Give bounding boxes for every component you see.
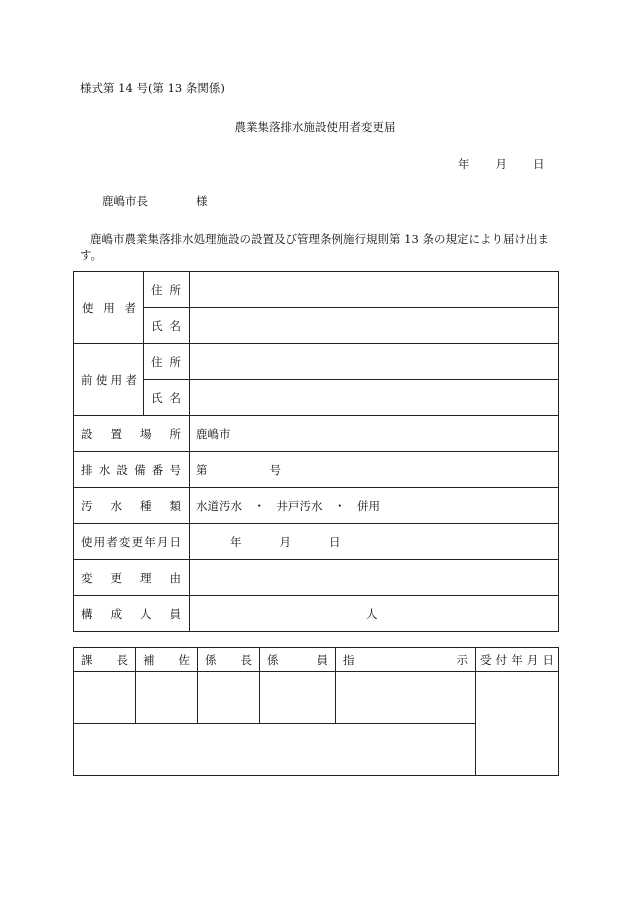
user-address-field[interactable] bbox=[190, 272, 559, 308]
addressee: 鹿嶋市長 bbox=[102, 194, 148, 208]
assistant-header: 補 佐 bbox=[136, 648, 198, 672]
reason-field[interactable] bbox=[190, 560, 559, 596]
change-year-label: 年 bbox=[230, 534, 242, 549]
equipment-number-row bbox=[74, 452, 559, 488]
change-date-field[interactable] bbox=[190, 524, 559, 560]
received-date-header: 受 付 年 月 日 bbox=[476, 648, 559, 672]
main-form-table bbox=[73, 271, 559, 632]
instruction-box[interactable] bbox=[336, 672, 476, 724]
change-day-label: 日 bbox=[329, 534, 341, 549]
assistant-seal-box[interactable] bbox=[136, 672, 198, 724]
user-address-label: 住 所 bbox=[144, 272, 190, 308]
members-label: 構 成 人 員 bbox=[74, 596, 190, 632]
approval-notes-box[interactable] bbox=[74, 724, 476, 776]
form-number: 様式第 14 号(第 13 条関係) bbox=[80, 81, 225, 95]
subsection-chief-seal-box[interactable] bbox=[198, 672, 260, 724]
location-field[interactable]: 鹿嶋市 bbox=[190, 416, 559, 452]
date-year-label: 年 bbox=[458, 157, 470, 171]
user-address-row bbox=[74, 272, 559, 308]
date-day-label: 日 bbox=[533, 157, 545, 171]
user-label-cell: 使 用 者 bbox=[74, 272, 144, 344]
approval-header-row bbox=[74, 648, 559, 672]
approval-seal-row bbox=[74, 672, 559, 724]
section-chief-seal-box[interactable] bbox=[74, 672, 136, 724]
members-field[interactable] bbox=[190, 596, 559, 632]
reason-label: 変 更 理 由 bbox=[74, 560, 190, 596]
date-line bbox=[458, 156, 545, 172]
section-chief-header: 課 長 bbox=[74, 648, 136, 672]
date-month-label: 月 bbox=[495, 157, 507, 171]
statement-line-1: 鹿嶋市農業集落排水処理施設の設置及び管理条例施行規則第 13 条の規定により届け出ま bbox=[90, 232, 549, 246]
instruction-header: 指 示 bbox=[336, 648, 476, 672]
honorific: 様 bbox=[196, 194, 208, 208]
received-date-box[interactable] bbox=[476, 672, 559, 776]
prev-user-name-field[interactable] bbox=[190, 380, 559, 416]
prev-user-name-row bbox=[74, 380, 559, 416]
change-date-row bbox=[74, 524, 559, 560]
reason-row bbox=[74, 560, 559, 596]
prev-user-name-label: 氏 名 bbox=[144, 380, 190, 416]
members-unit: 人 bbox=[366, 606, 378, 621]
members-row bbox=[74, 596, 559, 632]
approval-table bbox=[73, 647, 559, 776]
user-name-row bbox=[74, 308, 559, 344]
equipment-suffix: 号 bbox=[269, 462, 281, 477]
change-date-label: 使 用 者 変 更 年 月 日 bbox=[74, 524, 190, 560]
prev-user-label-cell: 前 使 用 者 bbox=[74, 344, 144, 416]
user-name-label: 氏 名 bbox=[144, 308, 190, 344]
sewage-type-options[interactable]: 水道汚水 ・ 井戸汚水 ・ 併用 bbox=[190, 488, 559, 524]
prev-user-address-row bbox=[74, 344, 559, 380]
change-month-label: 月 bbox=[279, 534, 291, 549]
user-name-field[interactable] bbox=[190, 308, 559, 344]
location-label: 設 置 場 所 bbox=[74, 416, 190, 452]
statement-line-2: す。 bbox=[80, 248, 103, 262]
staff-header: 係 員 bbox=[260, 648, 336, 672]
equipment-number-field[interactable] bbox=[190, 452, 559, 488]
sewage-type-label: 汚 水 種 類 bbox=[74, 488, 190, 524]
equipment-number-label: 排 水 設 備 番 号 bbox=[74, 452, 190, 488]
location-row bbox=[74, 416, 559, 452]
sewage-type-row bbox=[74, 488, 559, 524]
subsection-chief-header: 係 長 bbox=[198, 648, 260, 672]
prev-user-address-field[interactable] bbox=[190, 344, 559, 380]
equipment-prefix: 第 bbox=[196, 462, 208, 477]
staff-seal-box[interactable] bbox=[260, 672, 336, 724]
prev-user-address-label: 住 所 bbox=[144, 344, 190, 380]
form-title: 農業集落排水施設使用者変更届 bbox=[234, 120, 396, 134]
